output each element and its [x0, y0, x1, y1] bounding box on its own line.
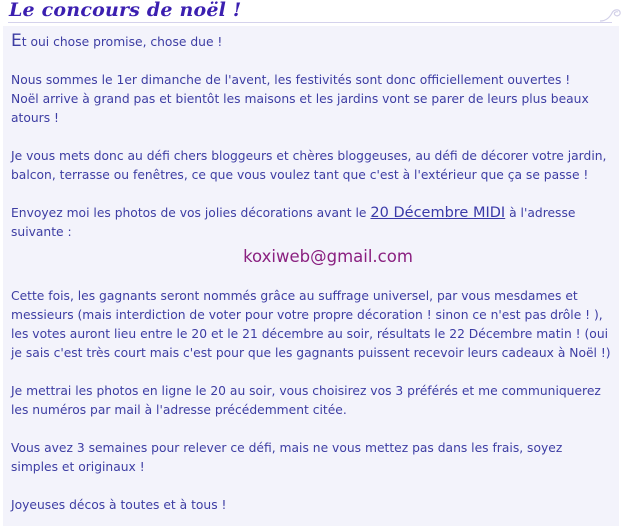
drop-letter: E — [11, 31, 22, 51]
swirl-ornament-icon — [598, 7, 622, 23]
advent-line-1: Nous sommes le 1er dimanche de l'avent, les festivités sont donc officiellement ouvertes ! — [11, 73, 571, 87]
advent-line-2: Noël arrive à grand pas et bientôt les maisons et les jardins vont se parer de leurs plus beaux atours ! — [11, 92, 589, 125]
paragraph-intro — [11, 32, 611, 52]
intro-text: t oui chose promise, chose due ! — [21, 35, 223, 49]
post-title[interactable]: Le concours de noël ! — [9, 0, 242, 21]
paragraph-send-photos — [11, 204, 611, 242]
paragraph-online: Je mettrai les photos en ligne le 20 au soir, vous choisirez vos 3 préférés et me communiquerez les numéros par mail à l'adresse précédemment citée. — [11, 384, 601, 417]
send-text-after: à l'adresse suivante : — [11, 206, 576, 239]
paragraph-advent — [11, 71, 611, 128]
send-text-before: Envoyez moi les photos de vos jolies décorations avant le — [11, 206, 371, 220]
paragraph-voting: Cette fois, les gagnants seront nommés grâce au suffrage universel, par vous mesdames et messieurs (mais interdiction de voter pour votre propre décoration ! sinon ce n'est pas drôle ! ), les votes auront lieu entre le 20 et le 21 décembre au soir, résultats le 22 Décembre matin ! (oui je sais c'est très court mais c'est pour que les gagnants puissent recevoir leurs cadeaux à Noël !) — [11, 289, 611, 360]
post-header — [0, 0, 626, 24]
paragraph-closing: Joyeuses décos à toutes et à tous ! — [11, 498, 227, 512]
title-divider — [8, 22, 612, 23]
deadline-date: 20 Décembre MIDI — [370, 205, 506, 221]
email-address: koxiweb@gmail.com — [243, 247, 413, 266]
paragraph-challenge: Je vous mets donc au défi chers bloggeurs et chères bloggeuses, au défi de décorer votre jardin, balcon, terrasse ou fenêtres, ce que vous voulez tant que c'est à l'extérieur que ça se passe ! — [11, 149, 607, 182]
post-content — [11, 32, 611, 515]
paragraph-three-weeks: Vous avez 3 semaines pour relever ce défi, mais ne vous mettez pas dans les frais, soyez simples et originaux ! — [11, 441, 563, 474]
